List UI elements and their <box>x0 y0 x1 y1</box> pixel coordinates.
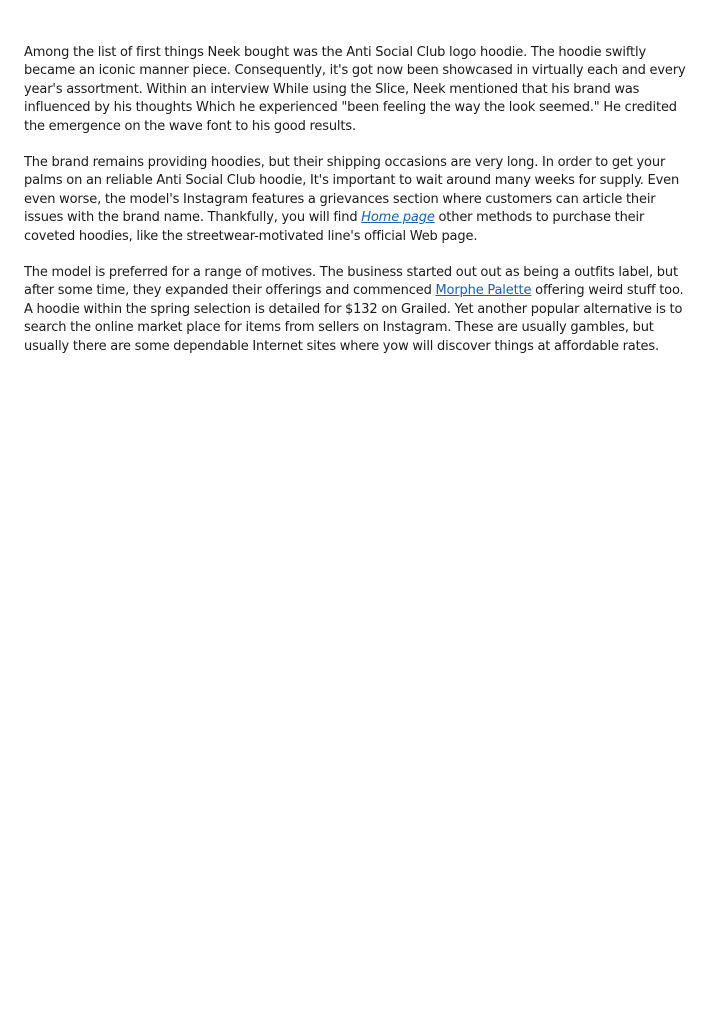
paragraph-3-text-before: The model is preferred for a range of motives. The business started out out as being a outfits label, but after some time, they expanded their offerings and commenced <box>24 265 678 299</box>
paragraph-2 <box>24 154 696 246</box>
morphe-palette-link[interactable]: Morphe Palette <box>435 283 532 299</box>
paragraph-1-text: Among the list of first things Neek bought was the Anti Social Club logo hoodie. The hoodie swiftly became an iconic manner piece. Consequently, it's got now been showcased in virtually each and every year's assortment. Within an interview While using the Slice, Neek mentioned that his brand was influenced by his thoughts Which he experienced "been feeling the way the look seemed." He credited the emergence on the wave font to his good results. <box>24 45 686 134</box>
paragraph-3 <box>24 264 696 356</box>
paragraph-3-text-after: offering weird stuff too. A hoodie within the spring selection is detailed for $132 on Grailed. Yet another popular alternative is to search the online market place for items from sellers on Instagram. These are usually gambles, but usually there are some dependable Internet sites where yow will discover things at affordable rates. <box>24 283 684 354</box>
article-body <box>24 44 696 374</box>
paragraph-1 <box>24 44 696 136</box>
paragraph-2-text-before: The brand remains providing hoodies, but their shipping occasions are very long. In order to get your palms on an reliable Anti Social Club hoodie, It's important to wait around many weeks for supply. Even even worse, the model's Instagram features a grievances section where customers can article their issues with the brand name. Thankfully, you will find <box>24 155 680 226</box>
paragraph-2-text-after: other methods to purchase their coveted hoodies, like the streetwear-motivated line's official Web page. <box>24 210 645 244</box>
home-page-link[interactable]: Home page <box>361 210 435 226</box>
